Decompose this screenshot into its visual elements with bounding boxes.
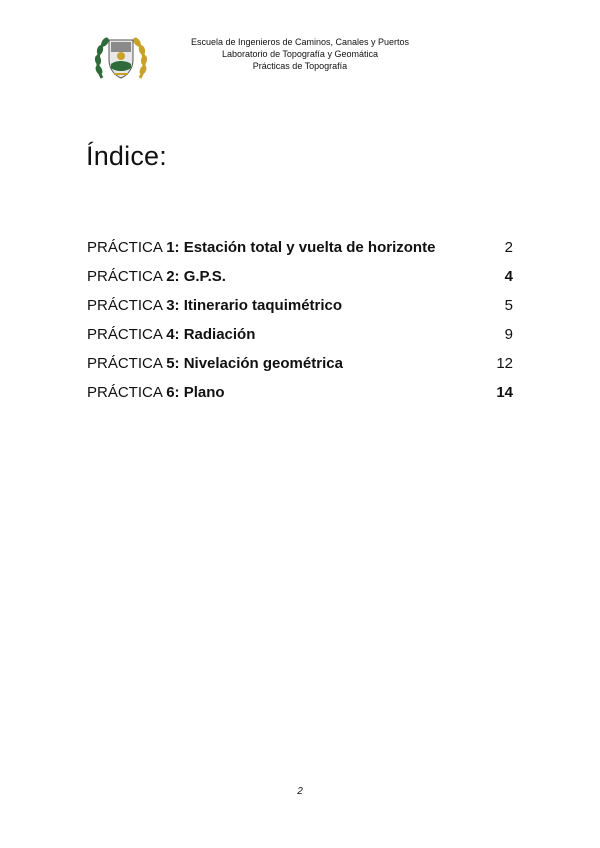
toc-entry-page: 4 [504, 268, 513, 285]
header-laboratory: Laboratorio de Topografía y Geomática [222, 49, 378, 59]
toc-entry-title: : Plano [174, 384, 225, 401]
toc-entry-label [87, 268, 226, 285]
header-school: Escuela de Ingenieros de Caminos, Canales y Puertos [190, 37, 410, 47]
toc-entry-label [87, 384, 225, 401]
page-number: 2 [297, 786, 303, 797]
toc-entry-number: 4 [166, 326, 175, 343]
toc-entry-prefix: PRÁCTICA [87, 268, 167, 285]
toc-entry-prefix: PRÁCTICA [87, 239, 167, 256]
toc-entry-prefix: PRÁCTICA [87, 355, 167, 372]
toc-entry-page: 12 [496, 355, 513, 372]
toc-entry-number: 5 [166, 355, 175, 372]
toc-entry-page: 5 [504, 297, 513, 314]
toc-entry-label [87, 239, 435, 256]
document-header [170, 36, 430, 72]
toc-entry-title: : Estación total y vuelta de horizonte [174, 239, 436, 256]
header-course: Prácticas de Topografía [252, 61, 348, 71]
toc-entry-title: : G.P.S. [174, 268, 226, 285]
toc-entry[interactable] [87, 262, 513, 291]
toc-entry-title: : Radiación [174, 326, 256, 343]
toc-entry[interactable] [87, 349, 513, 378]
school-crest-logo [92, 30, 150, 86]
toc-entry-prefix: PRÁCTICA [87, 326, 167, 343]
toc-entry-page: 9 [504, 326, 513, 343]
toc-entry-label [87, 355, 343, 372]
toc-entry-title: : Nivelación geométrica [174, 355, 343, 372]
toc-entry-prefix: PRÁCTICA [87, 297, 167, 314]
toc-entry-label [87, 326, 255, 343]
toc-entry[interactable] [87, 378, 513, 407]
toc-entry-label [87, 297, 342, 314]
toc-entry-number: 2 [166, 268, 175, 285]
toc-entry-page: 14 [496, 384, 513, 401]
page-title: Índice: [86, 141, 167, 171]
toc-entry-number: 3 [166, 297, 175, 314]
toc-entry[interactable] [87, 320, 513, 349]
toc-entry-number: 1 [166, 239, 175, 256]
toc-entry[interactable] [87, 233, 513, 262]
toc-entry[interactable] [87, 291, 513, 320]
toc-entry-page: 2 [504, 239, 513, 256]
toc-entry-number: 6 [166, 384, 175, 401]
toc-entry-prefix: PRÁCTICA [87, 384, 167, 401]
table-of-contents [87, 233, 513, 407]
toc-entry-title: : Itinerario taquimétrico [174, 297, 343, 314]
